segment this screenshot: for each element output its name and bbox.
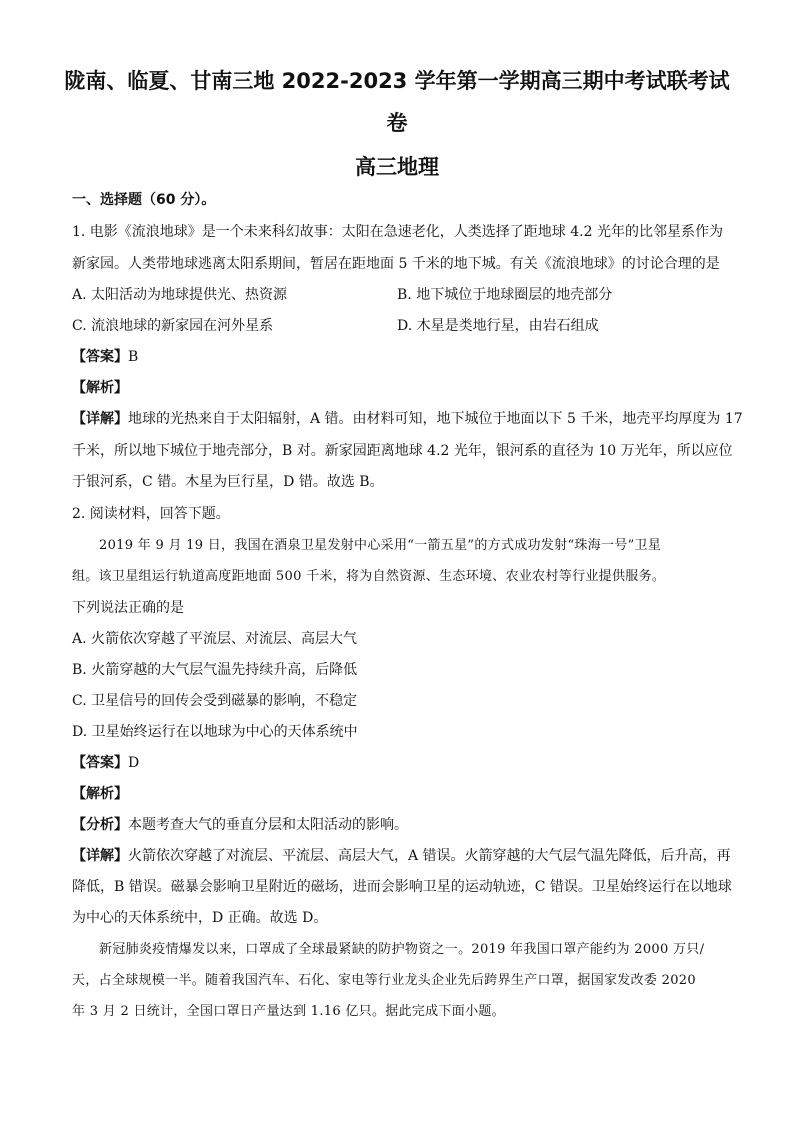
q2-question: 下列说法正确的是 [72, 600, 184, 616]
q1-detail-tag: 【详解】 [72, 411, 128, 427]
q2-fenxi-text: 本题考查大气的垂直分层和太阳活动的影响。 [128, 817, 408, 833]
q1-answer-tag: 【答案】 [72, 349, 128, 365]
q1-detail-line1 [72, 409, 743, 429]
q2-detail-line3: 为中心的天体系统中，D 正确。故选 D。 [72, 910, 328, 926]
q1-detail-line2: 千米，所以地下城位于地壳部分，B 对。新家园距离地球 4.2 光年，银河系的直径为 10 万光年，所以应位 [72, 443, 733, 459]
q1-analysis-tag: 【解析】 [72, 380, 128, 396]
q2-stem: 2. 阅读材料，回答下题。 [72, 506, 230, 522]
q1-option-c: C. 流浪地球的新家园在河外星系 [72, 318, 274, 334]
section-heading: 一、选择题（60 分）。 [72, 192, 216, 208]
q1-option-b: B. 地下城位于地球圈层的地壳部分 [397, 287, 613, 303]
q2-option-d: D. 卫星始终运行在以地球为中心的天体系统中 [72, 724, 358, 740]
q2-material-line2: 组。该卫星组运行轨道高度距地面 500 千米，将为自然资源、生态环境、农业农村等行业提供服务。 [72, 569, 666, 584]
q1-answer [72, 347, 138, 367]
q2-option-c: C. 卫星信号的回传会受到磁暴的影响，不稳定 [72, 693, 358, 709]
q2-detail-line1 [72, 846, 731, 866]
q2-option-a: A. 火箭依次穿越了平流层、对流层、高层大气 [72, 631, 358, 647]
q1-analysis [72, 378, 128, 398]
q2-analysis-tag: 【解析】 [72, 786, 128, 802]
q2-material-line1: 2019 年 9 月 19 日，我国在酒泉卫星发射中心采用“一箭五星”的方式成功发射“珠海一号”卫星 [99, 538, 662, 553]
material3-line2: 天，占全球规模一半。随着我国汽车、石化、家电等行业龙头企业先后跨界生产口罩，据国家发改委 2020 [72, 973, 696, 988]
q2-detail-line2: 降低，B 错误。磁暴会影响卫星附近的磁场，进而会影响卫星的运动轨迹，C 错误。卫星始终运行在以地球 [72, 879, 732, 895]
exam-title-line1: 陇南、临夏、甘南三地 2022-2023 学年第一学期高三期中考试联考试 [64, 69, 730, 93]
q2-analysis [72, 784, 128, 804]
q2-detail-tag: 【详解】 [72, 848, 128, 864]
material3-line3: 年 3 月 2 日统计，全国口罩日产量达到 1.16 亿只。据此完成下面小题。 [72, 1004, 505, 1019]
q2-answer-tag: 【答案】 [72, 755, 128, 771]
q1-detail-text1: 地球的光热来自于太阳辐射，A 错。由材料可知，地下城位于地面以下 5 千米，地壳平均厚度为 17 [128, 411, 743, 427]
exam-title-line2: 卷 [386, 111, 408, 135]
q1-option-d: D. 木星是类地行星，由岩石组成 [397, 318, 599, 334]
q2-option-b: B. 火箭穿越的大气层气温先持续升高，后降低 [72, 662, 358, 678]
q2-detail-text1: 火箭依次穿越了对流层、平流层、高层大气，A 错误。火箭穿越的大气层气温先降低，后升高，再 [128, 848, 731, 864]
q2-answer-value: D [128, 755, 140, 771]
q2-answer [72, 753, 139, 773]
q2-fenxi [72, 815, 408, 835]
subject-title: 高三地理 [355, 155, 439, 179]
q2-fenxi-tag: 【分析】 [72, 817, 128, 833]
q1-detail-line3: 于银河系，C 错。木星为巨行星，D 错。故选 B。 [72, 474, 384, 490]
q1-answer-value: B [128, 349, 139, 365]
q1-stem-line2: 新家园。人类带地球逃离太阳系期间，暂居在距地面 5 千米的地下城。有关《流浪地球》的讨论合理的是 [72, 256, 720, 272]
q1-stem-line1: 1. 电影《流浪地球》是一个未来科幻故事：太阳在急速老化，人类选择了距地球 4.2 光年的比邻星系作为 [72, 224, 723, 240]
material3-line1: 新冠肺炎疫情爆发以来，口罩成了全球最紧缺的防护物资之一。2019 年我国口罩产能约为 2000 万只/ [99, 942, 705, 957]
q1-option-a: A. 太阳活动为地球提供光、热资源 [72, 287, 288, 303]
